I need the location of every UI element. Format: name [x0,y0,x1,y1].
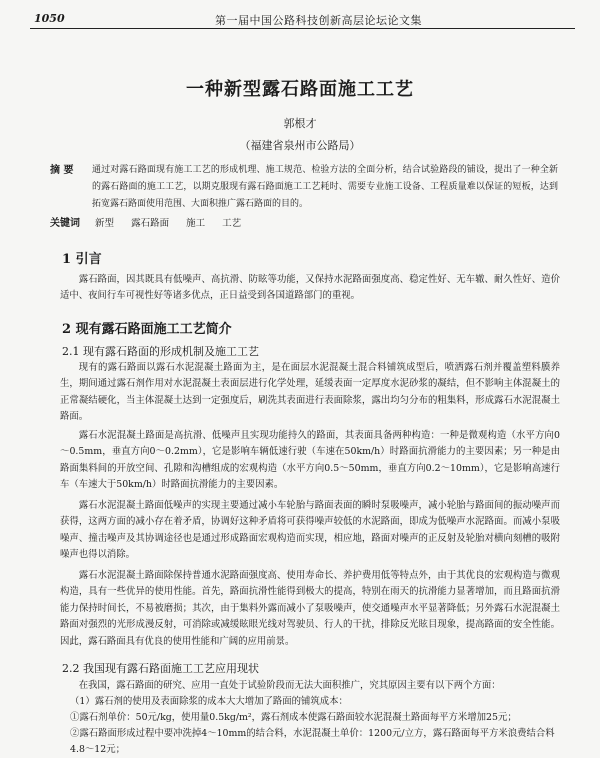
paragraph: 露石水泥混凝土路面低噪声的实现主要通过减小车轮胎与路面表面的瞬时泵吸噪声，减小轮胎与路面间的振动噪声而获得，这两方面的减小存在着矛盾，协调好这种矛盾将可获得噪声较低的水泥路面，即成为低噪声水泥路面。而减小泵吸噪声、撞击噪声及其协调途径也是通过形成路面宏观构造而实现，相应地，路面对噪声的正反射及轮胎对横向刻槽的吸附噪声也得以消除。 [60,500,560,561]
keywords-label: 关键词 [50,218,80,229]
section-heading-2: 2 现有露石路面施工工艺简介 [62,322,232,337]
keyword: 露石路面 [131,218,170,229]
paragraph: 露石水泥混凝土路面除保持普通水泥路面强度高、使用寿命长、养护费用低等特点外，由于其优良的宏观构造与微观构造，具有一些优异的使用性能。首先，路面抗滑性能得到极大的提高，特别在雨天的抗滑能力显著增加，而且路面抗滑能力保持时间长，不易被磨损；其次，由于集料外露而减小了泵吸噪声，使交通噪声水平显著降低；另外露石水泥混凝土路面对强烈的光形成漫反射，可消除或减缓眩眼光线对驾驶员、行人的干扰，排除反光眩目现象，提高路面的安全性能。因此，露石路面具有优良的使用性能和广阔的应用前景。 [60,570,560,647]
numbered-list [70,694,560,758]
keyword: 施工 [186,218,206,229]
list-item: （1）露石剂的使用及表面除浆的成本大大增加了路面的铺筑成本： [70,696,348,707]
paragraph: 露石路面，因其既具有低噪声、高抗滑、防眩等功能，又保持水泥路面强度高、稳定性好、无车辙、耐久性好、造价适中、夜间行车可视性好等诸多优点，正日益受到各国道路部门的重视。 [60,274,560,302]
abstract-label: 摘 要 [50,165,74,176]
subsection-heading-2-1: 2.1 现有露石路面的形成机制及施工工艺 [62,345,259,358]
paragraph: 在我国，露石路面的研究、应用一直处于试验阶段而无法大面积推广，究其原因主要有以下两个方面： [78,680,501,691]
author: 郭根才 [283,117,317,130]
journal-title: 第一届中国公路科技创新高层论坛论文集 [215,14,422,27]
list-item: ①露石剂单价：50元/kg，使用量0.5kg/m²，露石剂成本使露石路面较水泥混凝土路面每平方米增加25元； [70,712,517,723]
abstract [50,162,558,213]
section-heading-1: 1 引言 [62,252,102,267]
paper-title: 一种新型露石路面施工工艺 [186,79,414,100]
affiliation: （福建省泉州市公路局） [239,139,361,152]
running-header [30,8,575,29]
paragraph: 现有的露石路面以露石水泥混凝土路面为主，是在面层水泥混凝土混合料铺筑成型后，喷洒露石剂并覆盖塑料膜养生，期间通过露石剂作用对水泥混凝土表面层进行化学处理，延缓表面一定厚度水泥砂浆的凝结，但不影响主体混凝土的正常凝结硬化，当主体混凝土达到一定强度后，刷洗其表面进行表面除浆，露出均匀分布的粗集料，形成露石水泥混凝土路面。 [60,362,560,423]
paragraph: 露石水泥混凝土路面是高抗滑、低噪声且实现功能持久的路面，其表面具备两种构造：一种是微观构造（水平方向0～0.5mm，垂直方向0～0.2mm），它是影响车辆低速行驶（车速在50km/h）时路面抗滑能力的主要因素；另一种是由路面集料间的开放空间、孔隙和沟槽组成的宏观构造（水平方向0.5～50mm，垂直方向0.2～10mm），它是影响高速行车（车速大于50km/h）时路面抗滑能力的主要因素。 [60,430,560,491]
keyword: 新型 [95,218,115,229]
keyword: 工艺 [222,218,242,229]
keywords [50,214,558,229]
page-number: 1050 [34,12,65,25]
abstract-text: 通过对露石路面现有施工工艺的形成机理、施工规范、检验方法的全面分析，结合试验路段的铺设，提出了一种全新的露石路面的施工工艺，以期克服现有露石路面施工工艺耗时、需要专业施工设备、工程质量难以保证的短板，达到拓宽露石路面使用范围、大面积推广露石路面的目的。 [92,165,558,209]
subsection-heading-2-2: 2.2 我国现有露石路面施工工艺应用现状 [62,662,259,675]
list-item: ②露石路面形成过程中要冲洗掉4～10mm的结合料，水泥混凝土单价：1200元/立方，露石路面每平方米浪费结合料4.8～12元； [70,728,555,755]
